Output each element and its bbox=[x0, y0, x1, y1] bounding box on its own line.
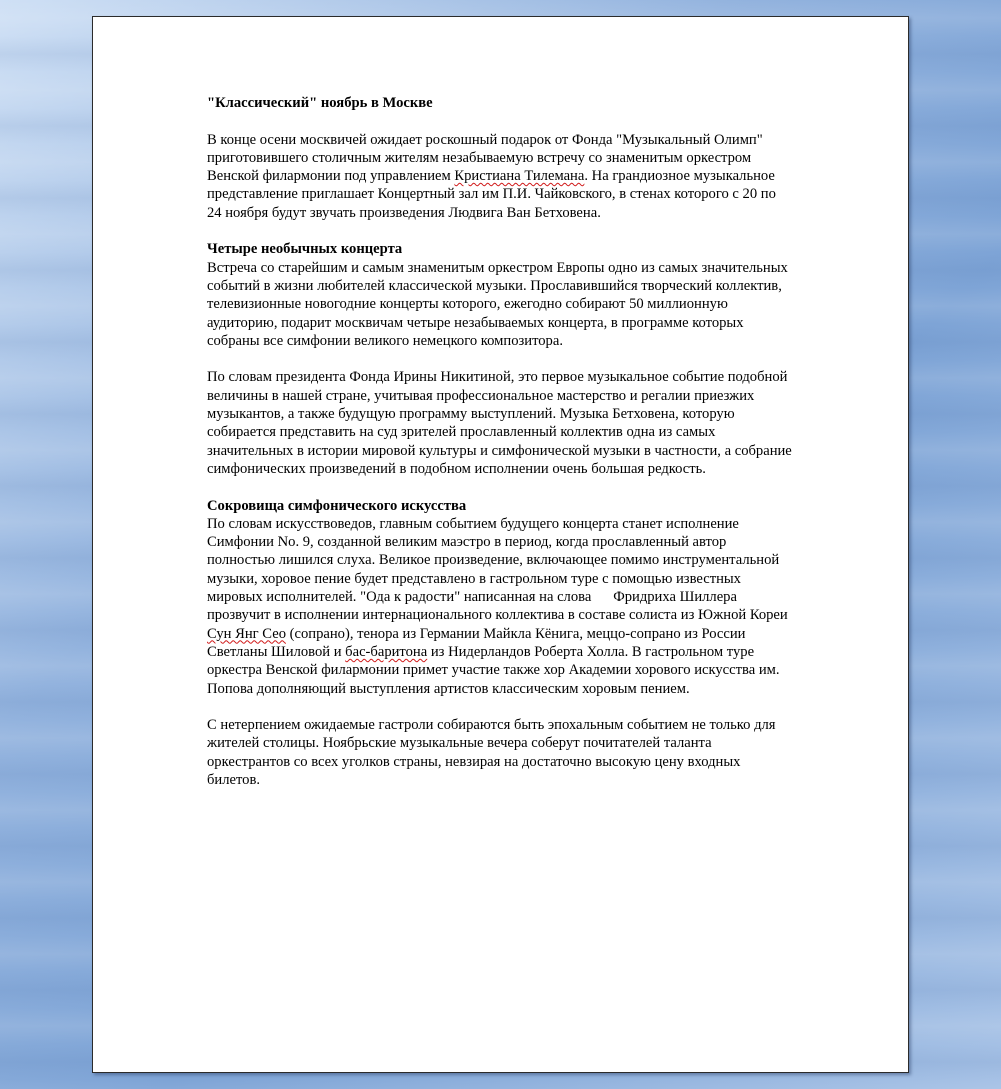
text-line: значительных в истории мировой культуры и симфонической музыки в частности, а собрание bbox=[207, 442, 792, 459]
text-line: билетов. bbox=[207, 771, 261, 788]
text-line: собирается представить на суд зрителей прославленный коллектив одна из самых bbox=[207, 424, 716, 441]
text-line: симфонических произведений в подобном исполнении очень большая редкость. bbox=[207, 460, 706, 477]
spelling-error-text[interactable]: Кристиана Тилемана bbox=[454, 168, 585, 185]
text-line: собраны все симфонии великого немецкого композитора. bbox=[207, 332, 563, 349]
document-title: "Классический" ноябрь в Москве bbox=[207, 95, 433, 111]
text-line: музыкантов, а также будущую программу выступлений. Музыка Бетховена, которую bbox=[207, 406, 735, 423]
text-line: 24 ноября будут звучать произведения Людвига Ван Бетховена. bbox=[207, 204, 601, 221]
intro-paragraph bbox=[207, 131, 857, 222]
text-line: мировых исполнителей. "Ода к радости" написанная на слова Фридриха Шиллера bbox=[207, 589, 737, 606]
spelling-error-text[interactable]: Сун Янг Сео bbox=[207, 625, 286, 642]
text-line: представление приглашает Концертный зал им П.И. Чайковского, в стенах которого с 20 по bbox=[207, 186, 776, 203]
text-line: телевизионные новогодние концерты которого, ежегодно собирают 50 миллионную bbox=[207, 296, 728, 313]
text-line: По словам президента Фонда Ирины Никитиной, это первое музыкальное событие подобной bbox=[207, 369, 788, 386]
section-heading: Сокровища симфонического искусства bbox=[207, 497, 467, 514]
text-run: Венской филармонии под управлением bbox=[207, 168, 455, 185]
section4-paragraph bbox=[207, 716, 857, 789]
text-line: С нетерпением ожидаемые гастроли собираются быть эпохальным событием не только для bbox=[207, 717, 776, 734]
text-line bbox=[207, 643, 857, 661]
text-line: событий в жизни любителей классической музыки. Прославившийся творческий коллектив, bbox=[207, 277, 782, 294]
document-page bbox=[92, 16, 909, 1073]
text-line: музыки, хоровое пение будет представлено в гастрольном туре с помощью известных bbox=[207, 570, 741, 587]
text-run: из Нидерландов Роберта Холла. В гастрольном туре bbox=[427, 643, 755, 660]
section-heading: Четыре необычных концерта bbox=[207, 241, 403, 258]
text-line: приготовившего столичным жителям незабываемую встречу со знаменитым оркестром bbox=[207, 149, 752, 166]
text-line: прозвучит в исполнении интернационального коллектива в составе солиста из Южной Кореи bbox=[207, 607, 788, 624]
text-line: Симфонии No. 9, созданной великим маэстро в период, когда прославленный автор bbox=[207, 534, 727, 551]
section1-paragraph bbox=[207, 259, 857, 350]
text-line: аудиторию, подарит москвичам четыре незабываемых концерта, в программе которых bbox=[207, 314, 744, 331]
text-line bbox=[207, 625, 857, 643]
section2-paragraph bbox=[207, 368, 857, 478]
text-line: жителей столицы. Ноябрьские музыкальные вечера соберут почитателей таланта bbox=[207, 735, 712, 752]
text-line: По словам искусствоведов, главным событием будущего концерта станет исполнение bbox=[207, 515, 739, 532]
text-line: Встреча со старейшим и самым знаменитым оркестром Европы одно из самых значительных bbox=[207, 259, 788, 276]
text-line: оркестра Венской филармонии примет участие также хор Академии хорового искусства им. bbox=[207, 662, 780, 679]
text-run: (сопрано), тенора из Германии Майкла Кёнига, меццо-сопрано из России bbox=[286, 625, 746, 642]
text-line: полностью лишился слуха. Великое произведение, включающее помимо инструментальной bbox=[207, 552, 780, 569]
document-body[interactable] bbox=[207, 94, 857, 789]
text-line bbox=[207, 167, 857, 185]
text-run: . На грандиозное музыкальное bbox=[584, 168, 775, 185]
spelling-error-text[interactable]: бас-баритона bbox=[345, 643, 428, 660]
section3-paragraph bbox=[207, 515, 857, 698]
text-line: величины в нашей стране, учитывая профессиональное мастерство и регалии приезжих bbox=[207, 387, 755, 404]
text-run: Светланы Шиловой и bbox=[207, 643, 346, 660]
text-line: В конце осени москвичей ожидает роскошный подарок от Фонда "Музыкальный Олимп" bbox=[207, 131, 763, 148]
text-line: оркестрантов со всех уголков страны, невзирая на достаточно высокую цену входных bbox=[207, 753, 741, 770]
text-line: Попова дополняющий выступления артистов классическим хоровым пением. bbox=[207, 680, 690, 697]
